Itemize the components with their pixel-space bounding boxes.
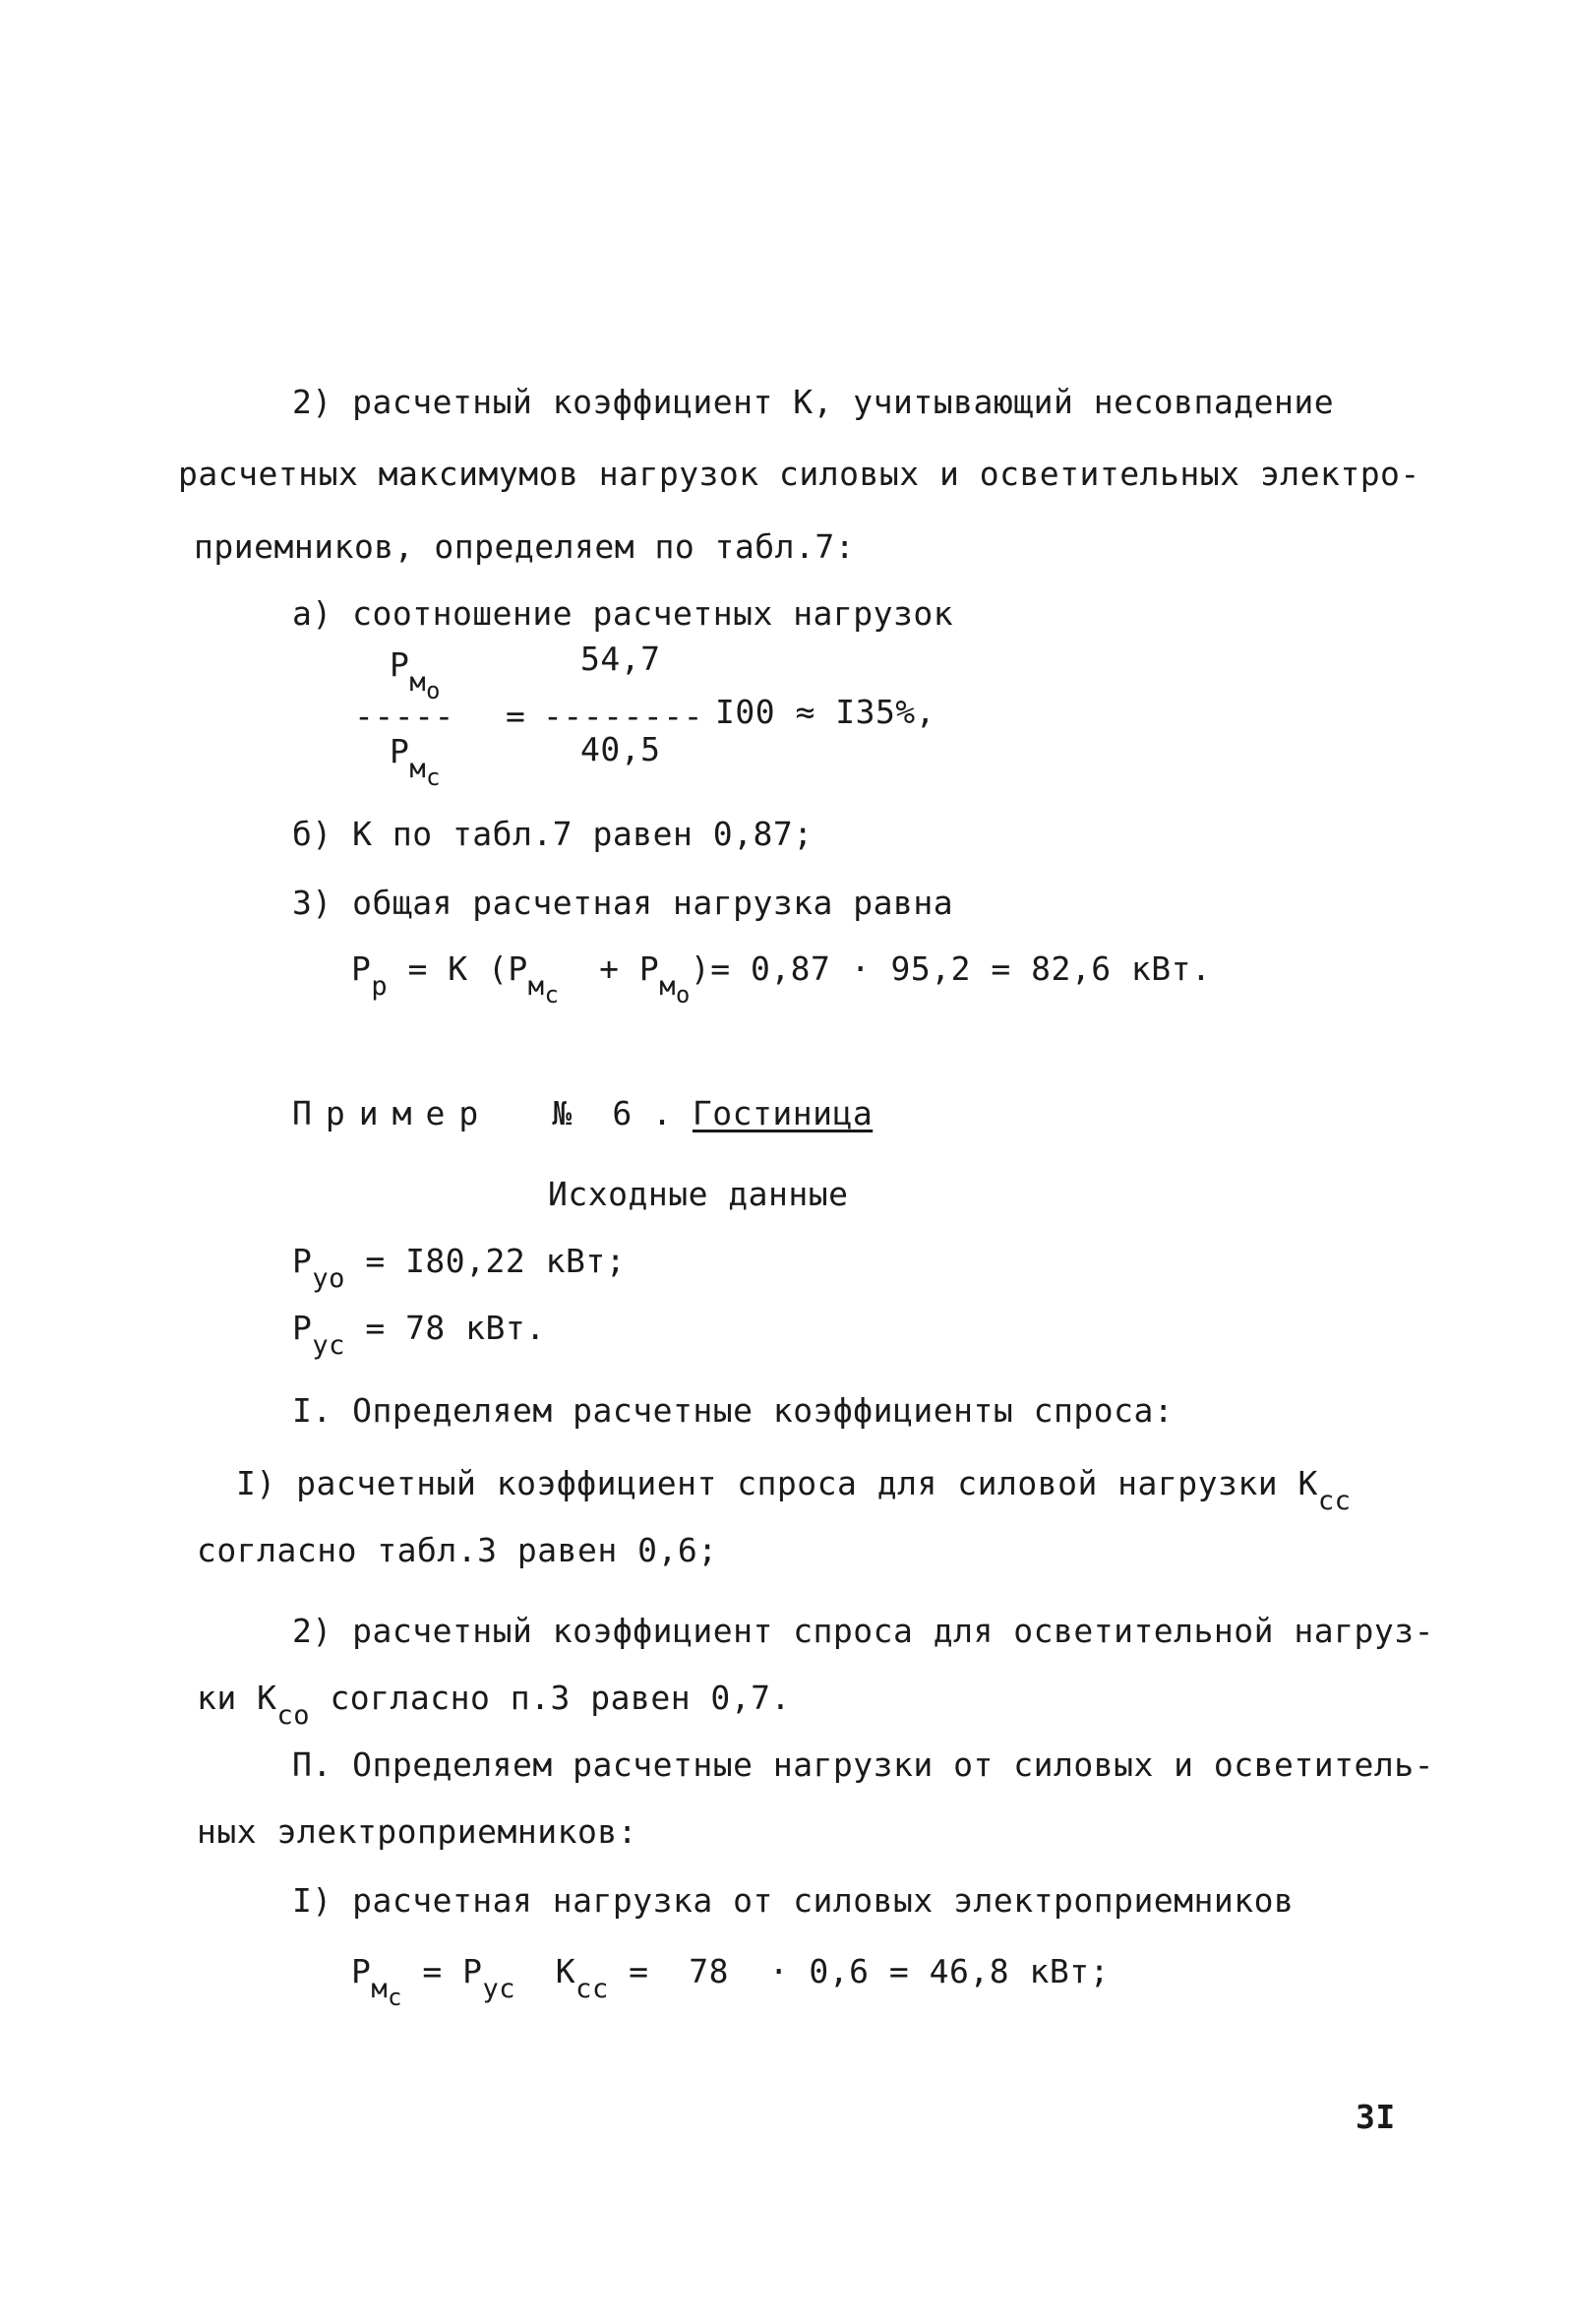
power-load-formula: $Р_{мс} = Р_{ус}$ $К_{сс} = 78 \cdot 0,6 = 46,8$ кВт; — [351, 1952, 1110, 2011]
list-item-b: б) К по табл.7 равен 0,87; — [292, 815, 814, 853]
paragraph-line: расчетных максимумов нагрузок силовых и осветительных электро- — [178, 455, 1420, 493]
fraction-bar-right: -------- — [543, 697, 703, 735]
list-item-a: а) соотношение расчетных нагрузок — [292, 594, 954, 633]
page-number: 3I — [1356, 2098, 1396, 2136]
paragraph-line: I) расчетная нагрузка от силовых электроприемников — [292, 1881, 1295, 1920]
denominator-left: $Р_{мс}$ — [390, 732, 441, 791]
fraction-bar-left: ----- — [354, 697, 454, 735]
paragraph-line: согласно табл.3 равен 0,6; — [197, 1531, 718, 1569]
equals-sign: = — [506, 697, 526, 735]
numerator-left: $Р_{мо}$ — [390, 645, 441, 704]
paragraph-line: ных электроприемников: — [197, 1812, 638, 1851]
step-heading-2: П. Определяем расчетные нагрузки от силовых и осветитель- — [292, 1745, 1434, 1784]
numerator-right: 54,7 — [580, 640, 661, 678]
paragraph-line: приемников, определяем по табл.7: — [194, 527, 856, 566]
paragraph-line: 2) расчетный коэффициент спроса для осветительной нагруз- — [292, 1612, 1434, 1650]
step-heading-1: I. Определяем расчетные коэффициенты спроса: — [292, 1391, 1175, 1430]
installed-lighting-power: $Р_{уо} = I80,22$ кВт; — [292, 1242, 627, 1294]
ratio-result: I00 ≈ I35%, — [715, 693, 936, 731]
total-load-formula: $Р_р = К$ $(Р_{мс} + Р_{мо})= 0,87 \cdot 95,2 = 82,6$ кВт. — [351, 949, 1212, 1009]
paragraph-line: ки $К_{со}$ согласно п.3 равен 0,7. — [197, 1679, 791, 1731]
section-subtitle: Исходные данные — [548, 1175, 849, 1213]
list-item-3: 3) общая расчетная нагрузка равна — [292, 884, 954, 922]
paragraph-line: I) расчетный коэффициент спроса для силовой нагрузки $К_{сс}$ — [236, 1464, 1352, 1516]
paragraph-line: 2) расчетный коэффициент К, учитывающий несовпадение — [292, 383, 1335, 421]
installed-power-load: $Р_{ус} = 78$ кВт. — [292, 1309, 546, 1361]
denominator-right: 40,5 — [580, 730, 661, 768]
example-heading: Пример № 6 . Гостиница — [292, 1094, 874, 1132]
